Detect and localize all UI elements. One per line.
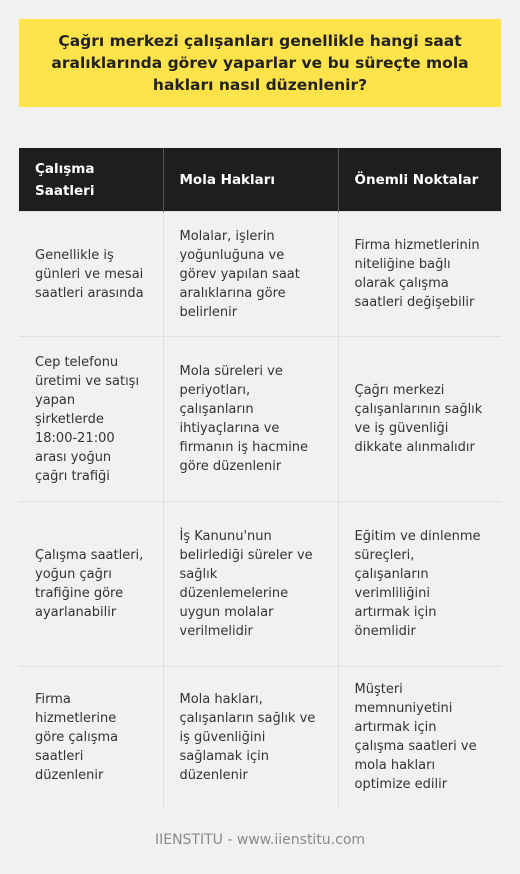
column-header-working-hours: Çalışma Saatleri bbox=[19, 148, 163, 212]
table-cell: Mola hakları, çalışanların sağlık ve iş güvenliğini sağlamak için düzenlenir bbox=[163, 667, 338, 808]
table-cell: Müşteri memnuniyetini artırmak için çalışma saatleri ve mola hakları optimize edilir bbox=[338, 667, 501, 808]
page-title: Çağrı merkezi çalışanları genellikle hangi saat aralıklarında görev yaparlar ve bu süreçte mola hakları nasıl düzenlenir? bbox=[51, 32, 469, 94]
footer-credit: IIENSTITU - www.iienstitu.com bbox=[154, 832, 366, 848]
table-cell: Çalışma saatleri, yoğun çağrı trafiğine göre ayarlanabilir bbox=[19, 502, 163, 667]
table-cell: Firma hizmetlerine göre çalışma saatleri düzenlenir bbox=[19, 667, 163, 808]
title-banner bbox=[19, 19, 501, 107]
table-cell: Çağrı merkezi çalışanlarının sağlık ve iş güvenliği dikkate alınmalıdır bbox=[338, 337, 501, 502]
table-header-row bbox=[19, 148, 501, 212]
table-row bbox=[19, 502, 501, 667]
table-cell: Eğitim ve dinlenme süreçleri, çalışanların verimliliğini artırmak için önemlidir bbox=[338, 502, 501, 667]
table-row bbox=[19, 667, 501, 808]
table-cell: Molalar, işlerin yoğunluğuna ve görev yapılan saat aralıklarına göre belirlenir bbox=[163, 212, 338, 337]
table-cell: Cep telefonu üretimi ve satışı yapan şirketlerde 18:00-21:00 arası yoğun çağrı trafiği bbox=[19, 337, 163, 502]
table-cell: İş Kanunu'nun belirlediği süreler ve sağlık düzenlemelerine uygun molalar verilmelidir bbox=[163, 502, 338, 667]
table-cell: Mola süreleri ve periyotları, çalışanların ihtiyaçlarına ve firmanın iş hacmine göre düzenlenir bbox=[163, 337, 338, 502]
table-cell: Genellikle iş günleri ve mesai saatleri arasında bbox=[19, 212, 163, 337]
column-header-key-points: Önemli Noktalar bbox=[338, 148, 501, 212]
column-header-break-rights: Mola Hakları bbox=[163, 148, 338, 212]
table-row bbox=[19, 337, 501, 502]
info-table bbox=[19, 148, 501, 807]
table-row bbox=[19, 212, 501, 337]
table-cell: Firma hizmetlerinin niteliğine bağlı olarak çalışma saatleri değişebilir bbox=[338, 212, 501, 337]
